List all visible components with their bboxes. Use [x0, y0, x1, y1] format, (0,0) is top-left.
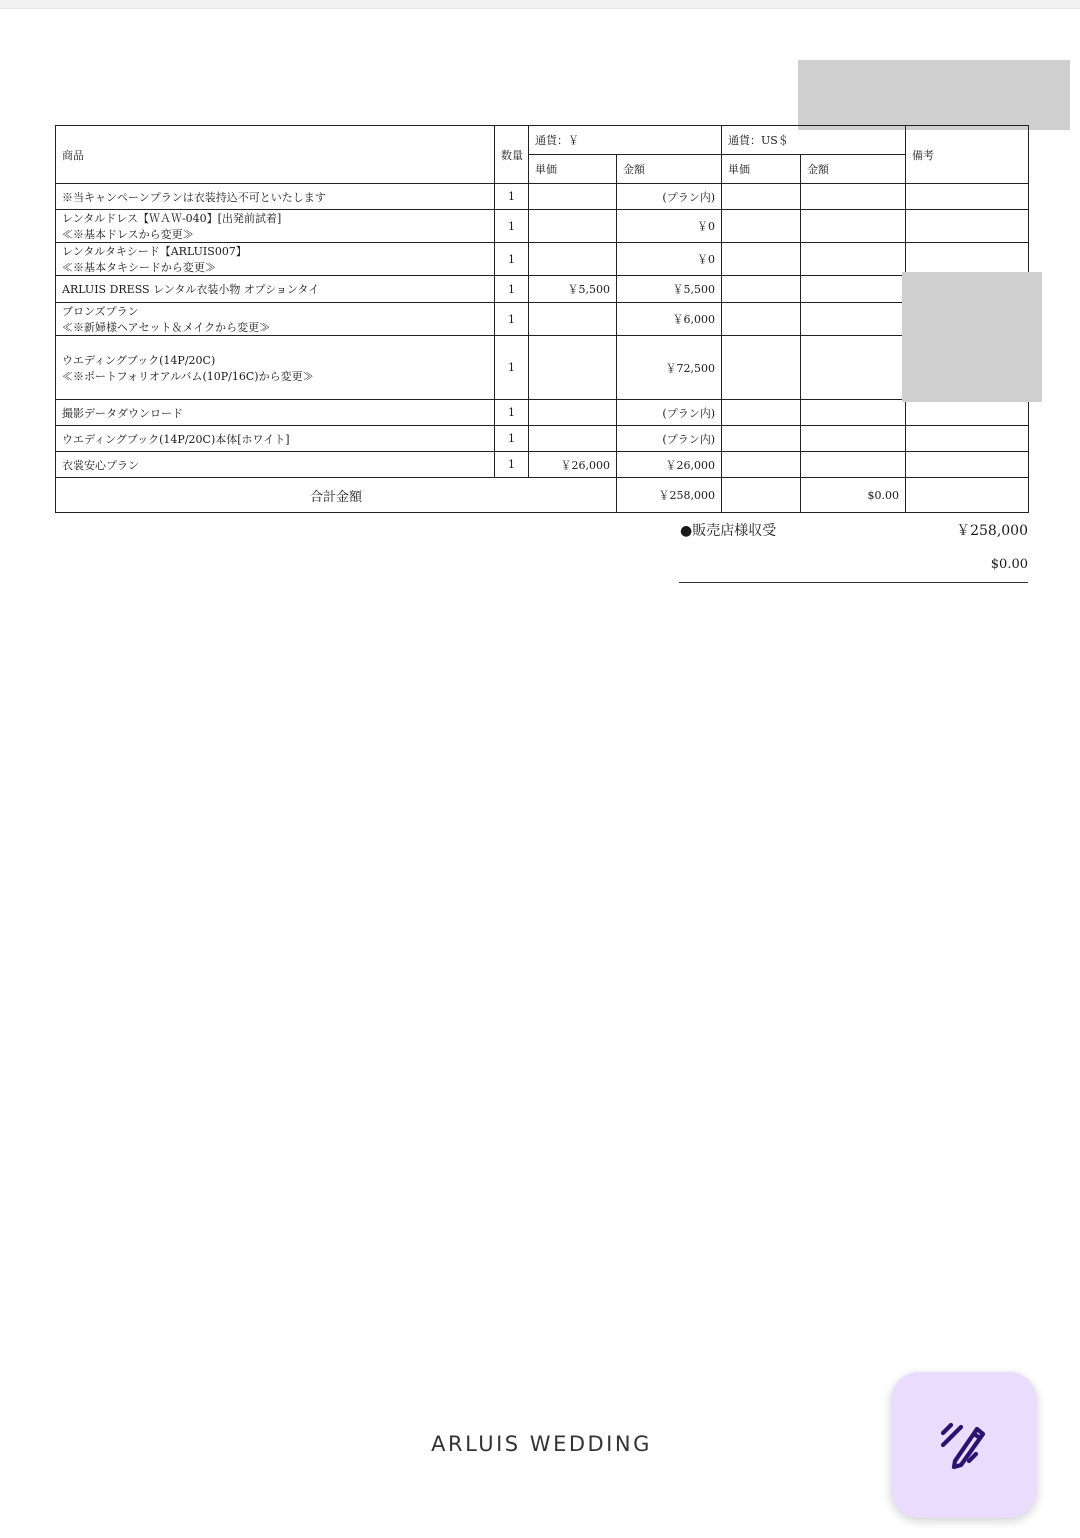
item-name: ブロンズプラン	[62, 305, 139, 318]
item-amount-usd	[801, 426, 906, 452]
brand-logo: ARLUIS WEDDING	[431, 1432, 652, 1456]
header-remarks: 備考	[906, 126, 1029, 184]
item-remarks	[906, 243, 1029, 276]
item-unit-price	[529, 336, 617, 400]
item-unit-usd	[722, 184, 801, 210]
item-unit-price	[529, 243, 617, 276]
item-amount-usd	[801, 303, 906, 336]
total-row	[56, 478, 1029, 513]
item-unit-usd	[722, 452, 801, 478]
header-product: 商品	[56, 126, 495, 184]
summary-label: ●販売店様収受	[680, 523, 777, 539]
item-unit-usd	[722, 243, 801, 276]
item-qty: 1	[495, 276, 529, 303]
item-unit-usd	[722, 426, 801, 452]
header-unit-price-jpy: 単価	[529, 155, 617, 184]
total-label: 合計金額	[56, 478, 617, 513]
item-qty: 1	[495, 452, 529, 478]
item-amount-usd	[801, 400, 906, 426]
item-unit-price	[529, 184, 617, 210]
item-unit-price	[529, 303, 617, 336]
item-name: ARLUIS DRESS レンタル衣装小物 オプションタイ	[56, 276, 495, 303]
item-amount: ￥26,000	[617, 452, 722, 478]
table-row	[56, 243, 1029, 276]
item-amount-usd	[801, 210, 906, 243]
item-qty: 1	[495, 426, 529, 452]
item-name: ウエディングブック(14P/20C)	[62, 353, 216, 367]
item-note: ≪※新婦様ヘアセット＆メイクから変更≫	[62, 321, 271, 334]
item-remarks	[906, 210, 1029, 243]
table-row	[56, 303, 1029, 336]
pen-edit-icon	[936, 1417, 992, 1473]
item-remarks	[906, 426, 1029, 452]
total-remarks	[906, 478, 1029, 513]
edit-fab-button[interactable]	[891, 1372, 1037, 1518]
item-amount: ￥5,500	[617, 276, 722, 303]
item-unit-price	[529, 400, 617, 426]
summary-divider	[679, 582, 1028, 583]
summary-usd: $0.00	[990, 557, 1028, 572]
item-amount: (プラン内)	[617, 400, 722, 426]
table-row	[56, 184, 1029, 210]
table-row	[56, 276, 1029, 303]
item-remarks	[906, 184, 1029, 210]
item-amount: (プラン内)	[617, 184, 722, 210]
header-quantity: 数量	[495, 126, 529, 184]
item-unit-usd	[722, 336, 801, 400]
total-jpy: ￥258,000	[617, 478, 722, 513]
item-name: 衣裳安心プラン	[56, 452, 495, 478]
item-amount: ￥6,000	[617, 303, 722, 336]
table-row	[56, 400, 1029, 426]
item-qty: 1	[495, 336, 529, 400]
redacted-block-top	[798, 60, 1070, 130]
invoice-table	[55, 125, 1029, 513]
item-amount-usd	[801, 336, 906, 400]
item-unit-usd	[722, 303, 801, 336]
item-unit-price	[529, 210, 617, 243]
item-qty: 1	[495, 210, 529, 243]
item-amount: ￥0	[617, 210, 722, 243]
header-currency-usd: 通貨：US＄	[722, 126, 906, 155]
item-qty: 1	[495, 184, 529, 210]
item-unit-price	[529, 426, 617, 452]
item-name: ウエディングブック(14P/20C)本体[ホワイト]	[56, 426, 495, 452]
item-amount-usd	[801, 276, 906, 303]
item-note: ≪※基本ドレスから変更≫	[62, 228, 194, 241]
item-remarks	[906, 400, 1029, 426]
header-amount-usd: 金額	[801, 155, 906, 184]
item-amount: ￥72,500	[617, 336, 722, 400]
item-unit-usd	[722, 400, 801, 426]
item-name: ※当キャンペーンプランは衣装持込不可といたします	[56, 184, 495, 210]
item-name: レンタルタキシード【ARLUIS007】	[62, 245, 247, 258]
item-qty: 1	[495, 243, 529, 276]
total-usd: $0.00	[801, 478, 906, 513]
item-amount: ￥0	[617, 243, 722, 276]
item-qty: 1	[495, 303, 529, 336]
table-row	[56, 210, 1029, 243]
item-unit-price: ￥5,500	[529, 276, 617, 303]
item-amount-usd	[801, 184, 906, 210]
viewer-top-bar	[0, 0, 1080, 9]
table-row	[56, 426, 1029, 452]
item-unit-usd	[722, 276, 801, 303]
item-amount-usd	[801, 243, 906, 276]
header-unit-price-usd: 単価	[722, 155, 801, 184]
item-amount: (プラン内)	[617, 426, 722, 452]
item-qty: 1	[495, 400, 529, 426]
table-row	[56, 452, 1029, 478]
item-name: レンタルドレス【ＷＡＷ-040】[出発前試着]	[62, 212, 282, 225]
total-unit-usd	[722, 478, 801, 513]
item-unit-usd	[722, 210, 801, 243]
item-amount-usd	[801, 452, 906, 478]
table-row	[56, 336, 1029, 400]
summary-jpy: ￥258,000	[956, 523, 1028, 539]
item-remarks	[906, 452, 1029, 478]
item-note: ≪※基本タキシードから変更≫	[62, 261, 216, 274]
redacted-block-side	[902, 272, 1042, 402]
header-amount-jpy: 金額	[617, 155, 722, 184]
item-name: 撮影データダウンロード	[56, 400, 495, 426]
item-note: ≪※ポートフォリオアルバム(10P/16C)から変更≫	[62, 369, 314, 383]
item-unit-price: ￥26,000	[529, 452, 617, 478]
header-currency-jpy: 通貨：￥	[529, 126, 722, 155]
